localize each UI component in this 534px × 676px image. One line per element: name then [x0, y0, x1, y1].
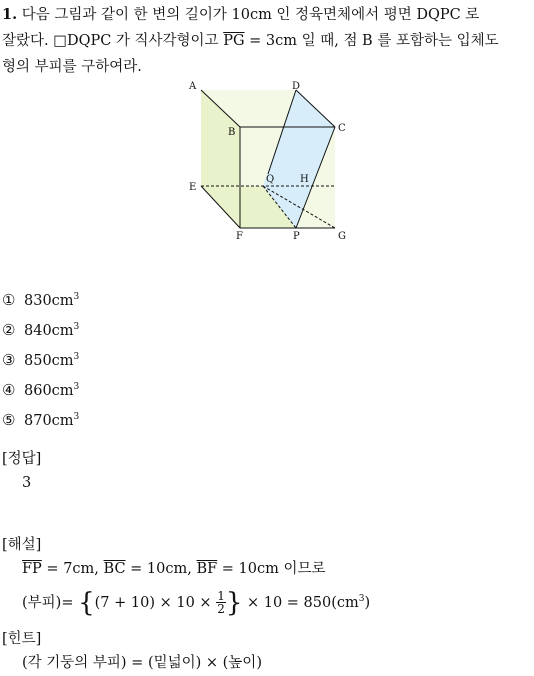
answer-section [2, 448, 41, 496]
label-b: B [228, 127, 236, 138]
solution-volume-label: (부피)= [22, 594, 79, 611]
left-brace: { [78, 587, 95, 618]
option-value: 850cm [24, 352, 74, 369]
label-p: P [293, 231, 300, 242]
option-5[interactable] [2, 402, 79, 432]
question-number: 1. [2, 6, 18, 23]
solution-exponent: 3 [358, 594, 365, 604]
segment-bc: $\overline{BC}$ [103, 561, 126, 577]
cube-diagram [188, 78, 358, 243]
option-exponent: 3 [73, 292, 80, 302]
solution-eq-3: = 10cm 이므로 [217, 561, 326, 577]
option-value: 830cm [24, 292, 74, 309]
label-e: E [189, 182, 197, 193]
label-d: D [292, 81, 301, 92]
option-4[interactable] [2, 372, 79, 402]
option-exponent: 3 [73, 322, 80, 332]
option-3[interactable] [2, 342, 79, 372]
answer-value: 3 [22, 475, 32, 491]
label-f: F [236, 231, 243, 242]
solution-result: × 10 = 850(cm [242, 594, 359, 611]
fraction-numerator: 1 [217, 589, 225, 604]
question-line-2 [2, 28, 530, 54]
solution-line-2 [2, 582, 370, 620]
question-text [2, 2, 530, 80]
solution-eq-1: = 7cm, [41, 561, 104, 577]
option-value: 840cm [24, 322, 74, 339]
solution-close-paren: ) [364, 594, 371, 611]
label-h: H [300, 174, 309, 185]
option-exponent: 3 [73, 382, 80, 392]
hint-section [2, 628, 262, 676]
question-line-1 [2, 2, 530, 28]
segment-pg: $\overline{PG}$ [223, 33, 245, 49]
option-mark: ③ [2, 350, 16, 369]
question-line-1-text: 다음 그림과 같이 한 변의 길이가 10cm 인 정육면체에서 평면 DQPC 로 [21, 7, 480, 23]
answer-label: [정답] [2, 451, 42, 467]
question-line-2-pre: 잘랐다. □DQPC 가 직사각형이고 [2, 33, 224, 49]
segment-fp: $\overline{FP}$ [22, 561, 42, 577]
option-mark: ④ [2, 380, 16, 399]
hint-text: (각 기둥의 부피) = (밑넓이) × (높이) [22, 655, 262, 671]
segment-bf: $\overline{BF}$ [196, 561, 218, 577]
label-c: C [338, 123, 346, 134]
option-mark: ① [2, 290, 16, 309]
question-line-2-post: = 3cm 일 때, 점 B 를 포함하는 입체도 [244, 33, 499, 49]
label-a: A [189, 81, 197, 92]
option-value: 870cm [24, 412, 74, 429]
option-value: 860cm [24, 382, 74, 399]
label-g: G [338, 231, 346, 242]
question-line-3: 형의 부피를 구하여라. [2, 59, 142, 75]
solution-inner-expr: (7 + 10) × 10 × [94, 594, 217, 611]
right-brace: } [225, 587, 243, 618]
option-exponent: 3 [73, 412, 80, 422]
label-q: Q [266, 174, 275, 185]
option-mark: ⑤ [2, 410, 16, 429]
hint-label: [힌트] [2, 631, 42, 647]
solution-line-1 [2, 556, 370, 582]
solution-section [2, 534, 370, 620]
solution-eq-2: = 10cm, [125, 561, 197, 577]
fraction-half [216, 590, 226, 615]
option-mark: ② [2, 320, 16, 339]
option-2[interactable] [2, 312, 79, 342]
fraction-denominator: 2 [217, 602, 225, 617]
cube-figure [188, 78, 358, 247]
option-exponent: 3 [73, 352, 80, 362]
solution-label: [해설] [2, 537, 42, 553]
option-1[interactable] [2, 282, 79, 312]
options-list [2, 282, 79, 432]
